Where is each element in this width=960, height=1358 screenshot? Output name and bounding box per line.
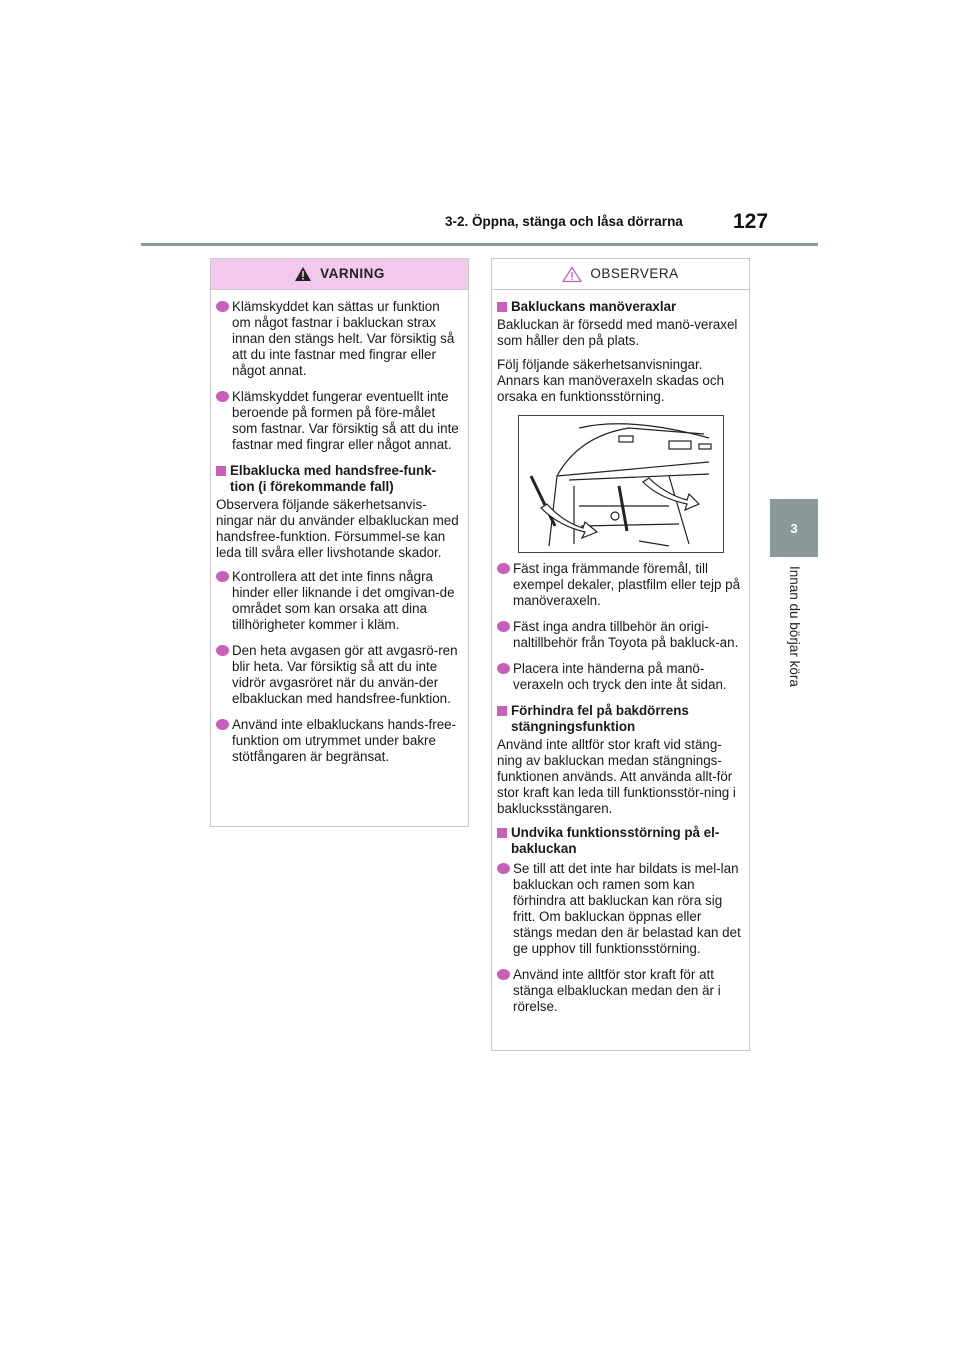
list-item bbox=[216, 389, 459, 453]
bullet-icon bbox=[216, 645, 229, 656]
list-item bbox=[216, 643, 459, 707]
list-item bbox=[497, 661, 744, 693]
tailgate-strut-illustration bbox=[518, 415, 724, 553]
section-title: Bakluckans manöveraxlar bbox=[511, 299, 677, 314]
paragraph: Observera följande säkerhetsanvis-ningar när du använder elbakluckan med handsfree-funktion. Försummel-se kan leda till svåra eller livshotande skador. bbox=[216, 497, 459, 560]
bullet-text: Fäst inga främmande föremål, till exempel dekaler, plastfilm eller tejp på manöveraxeln. bbox=[513, 561, 741, 608]
bullet-text: Kontrollera att det inte finns några hinder eller liknande i det omgivan-de området som kan orsaka att dina tillhörigheter kommer i kläm. bbox=[232, 569, 455, 632]
bullet-text: Klämskyddet kan sättas ur funktion om något fastnar i bakluckan strax innan den stängs helt. Var försiktig så att du inte fastnar med fingrar eller något annat. bbox=[232, 299, 455, 378]
caution-triangle-icon bbox=[562, 266, 582, 283]
warning-heading bbox=[211, 259, 468, 290]
bullet-icon bbox=[497, 663, 510, 674]
paragraph: Följ följande säkerhetsanvisningar. Annars kan manöveraxeln skadas och orsaka en funktionsstörning. bbox=[497, 357, 725, 404]
chapter-tab: 3 bbox=[770, 499, 818, 557]
bullet-text: Den heta avgasen gör att avgasrö-ren blir heta. Var försiktig så att du inte vidrör avgasröret när du använ-der elbakluckan med handsfree-funktion. bbox=[232, 643, 458, 706]
warning-heading-text: VARNING bbox=[320, 266, 385, 281]
chapter-label: Innan du börjar köra bbox=[787, 566, 802, 687]
list-item bbox=[497, 561, 744, 609]
page-number: 127 bbox=[733, 210, 769, 233]
notice-box bbox=[491, 258, 750, 1051]
bullet-icon bbox=[216, 391, 229, 402]
bullet-text: Fäst inga andra tillbehör än origi-naltillbehör från Toyota på bakluck-an. bbox=[513, 619, 739, 650]
header-title: 3-2. Öppna, stänga och låsa dörrarna bbox=[445, 214, 683, 229]
bullet-text: Använd inte alltför stor kraft för att stänga elbakluckan medan den är i rörelse. bbox=[513, 967, 721, 1014]
bullet-text: Se till att det inte har bildats is mel-lan bakluckan och ramen som kan förhindra att bakluckan kan röra sig fritt. Om bakluckan öppnas eller stängs medan den är belastad kan det ge upphov till funktionsstörning. bbox=[513, 861, 741, 956]
bullet-icon bbox=[216, 571, 229, 582]
paragraph: Bakluckan är försedd med manö-veraxel som håller den på plats. bbox=[497, 317, 738, 348]
section-heading bbox=[497, 299, 744, 315]
list-item bbox=[497, 967, 744, 1015]
section-title: Förhindra fel på bakdörrens stängningsfunktion bbox=[511, 703, 689, 734]
bullet-icon bbox=[216, 719, 229, 730]
notice-heading bbox=[492, 259, 749, 290]
bullet-text: Klämskyddet fungerar eventuellt inte beroende på formen på före-målet som fastnar. Var försiktig så att du inte fastnar med fingrar eller något annat. bbox=[232, 389, 459, 452]
notice-heading-text: OBSERVERA bbox=[590, 266, 679, 281]
section-title: Undvika funktionsstörning på el-bakluckan bbox=[511, 825, 720, 856]
bullet-icon bbox=[497, 563, 510, 574]
section-heading bbox=[216, 463, 459, 495]
list-item bbox=[497, 861, 744, 957]
list-item bbox=[216, 717, 459, 765]
square-bullet-icon bbox=[497, 706, 507, 716]
warning-triangle-icon bbox=[294, 266, 312, 282]
bullet-icon bbox=[497, 621, 510, 632]
header-rule bbox=[141, 243, 818, 246]
section-title: Elbaklucka med handsfree-funk-tion (i förekommande fall) bbox=[230, 463, 437, 494]
list-item bbox=[216, 569, 459, 633]
section-heading bbox=[497, 703, 744, 735]
square-bullet-icon bbox=[216, 466, 226, 476]
square-bullet-icon bbox=[497, 828, 507, 838]
paragraph: Använd inte alltför stor kraft vid stäng-ning av bakluckan medan stängnings-funktionen används. Att använda allt-för stor kraft kan leda till funktionsstör-ning i baklucksstängaren. bbox=[497, 737, 736, 816]
bullet-text: Använd inte elbakluckans hands-free-funktion om utrymmet under bakre stötfångaren är begränsat. bbox=[232, 717, 457, 764]
warning-box bbox=[210, 258, 469, 827]
bullet-text: Placera inte händerna på manö-veraxeln och tryck den inte åt sidan. bbox=[513, 661, 727, 692]
bullet-icon bbox=[497, 969, 510, 980]
list-item bbox=[497, 619, 744, 651]
square-bullet-icon bbox=[497, 302, 507, 312]
section-heading bbox=[497, 825, 744, 857]
bullet-icon bbox=[216, 301, 229, 312]
tailgate-drawing-icon bbox=[519, 416, 723, 552]
bullet-icon bbox=[497, 863, 510, 874]
list-item bbox=[216, 299, 459, 379]
